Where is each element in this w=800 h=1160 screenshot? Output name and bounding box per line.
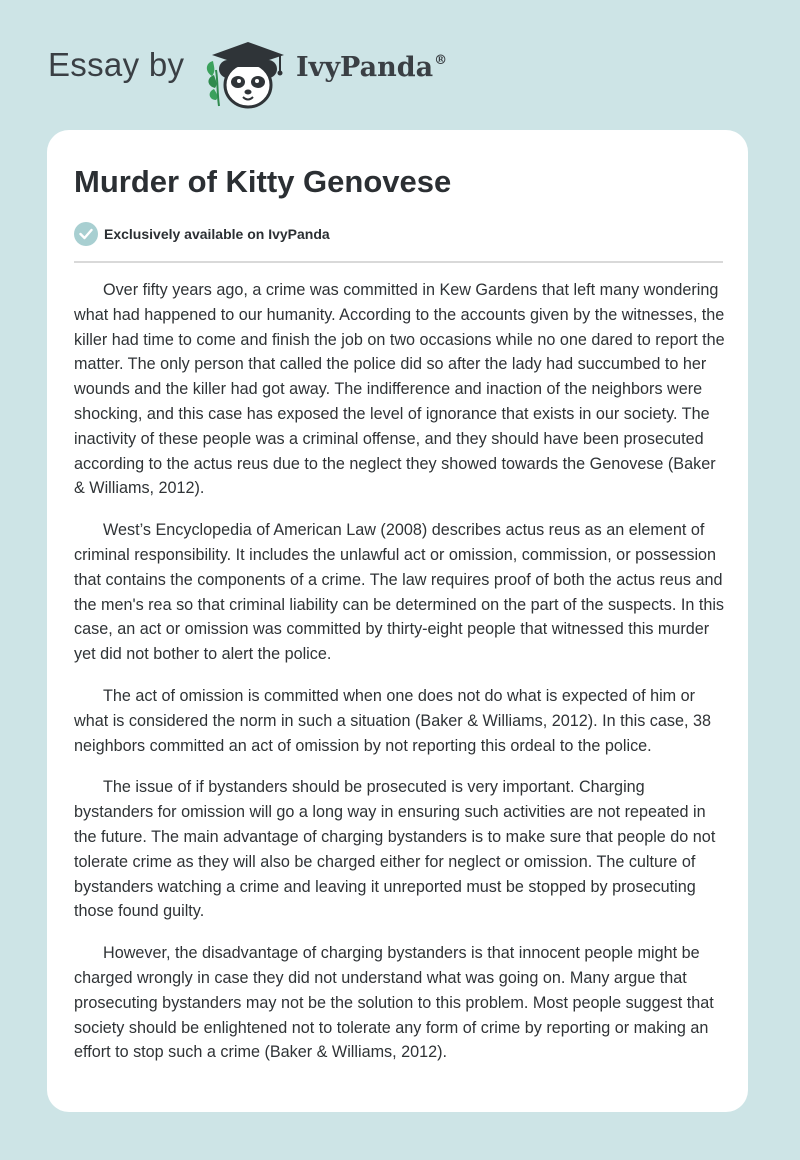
panda-graduate-icon[interactable] — [202, 36, 294, 112]
paragraph: Over fifty years ago, a crime was committed in Kew Gardens that left many wondering what had happened to our humanity. According to the accounts given by the witnesses, the killer had time to come and finish the job on two occasions while no one dared to report the matter. The only person that called the police did so after the lady had succumbed to her wounds and the killer had got away. The indifference and inaction of the neighbors were shocking, and this case has exposed the level of ignorance that exists in our society. The inactivity of these people was a criminal offense, and they should have been prosecuted according to the actus reus due to the neglect they showed towards the Genovese (Baker & Williams, 2012). — [74, 281, 725, 498]
paragraph: However, the disadvantage of charging bystanders is that innocent people might be charged wrongly in case they did not understand what was going on. Many argue that prosecuting bystanders may not be the solution to this problem. Most people suggest that society should be enlightened not to tolerate any form of crime by reporting or making an effort to stop such a crime (Baker & Williams, 2012). — [74, 944, 714, 1062]
paragraph: West’s Encyclopedia of American Law (2008) describes actus reus as an element of criminal responsibility. It includes the unlawful act or omission, commission, or possession that contains the components of a crime. The law requires proof of both the actus reus and the men's rea so that criminal liability can be determined on the part of the suspects. In this case, an act or omission was committed by thirty-eight people that witnessed this murder yet did not bother to alert the police. — [74, 521, 725, 664]
paragraph: The act of omission is committed when one does not do what is expected of him or what is considered the norm in such a situation (Baker & Williams, 2012). In this case, 38 neighbors committed an act of omission by not reporting this ordeal to the police. — [74, 686, 712, 755]
page-title: Murder of Kitty Genovese — [74, 164, 452, 199]
trademark-symbol: ® — [434, 53, 448, 68]
site-header — [48, 36, 508, 112]
paragraph: The issue of if bystanders should be prosecuted is very important. Charging bystanders for omission will go a long way in ensuring such activities are not repeated in the future. The main advantage of charging bystanders is to make sure that people do not tolerate crime as they will also be charged either for neglect or omission. The culture of bystanders watching a crime and leaving it unreported must be stopped by prosecuting those found guilty. — [74, 778, 716, 921]
title-divider — [74, 261, 723, 263]
essay-body — [74, 278, 726, 1082]
exclusive-badge-label: Exclusively available on IvyPanda — [104, 226, 330, 242]
brand-name[interactable]: IvyPanda® — [296, 52, 448, 83]
essay-by-label: Essay by — [48, 46, 185, 83]
check-circle-icon — [74, 222, 98, 246]
essay-card — [47, 130, 748, 1112]
